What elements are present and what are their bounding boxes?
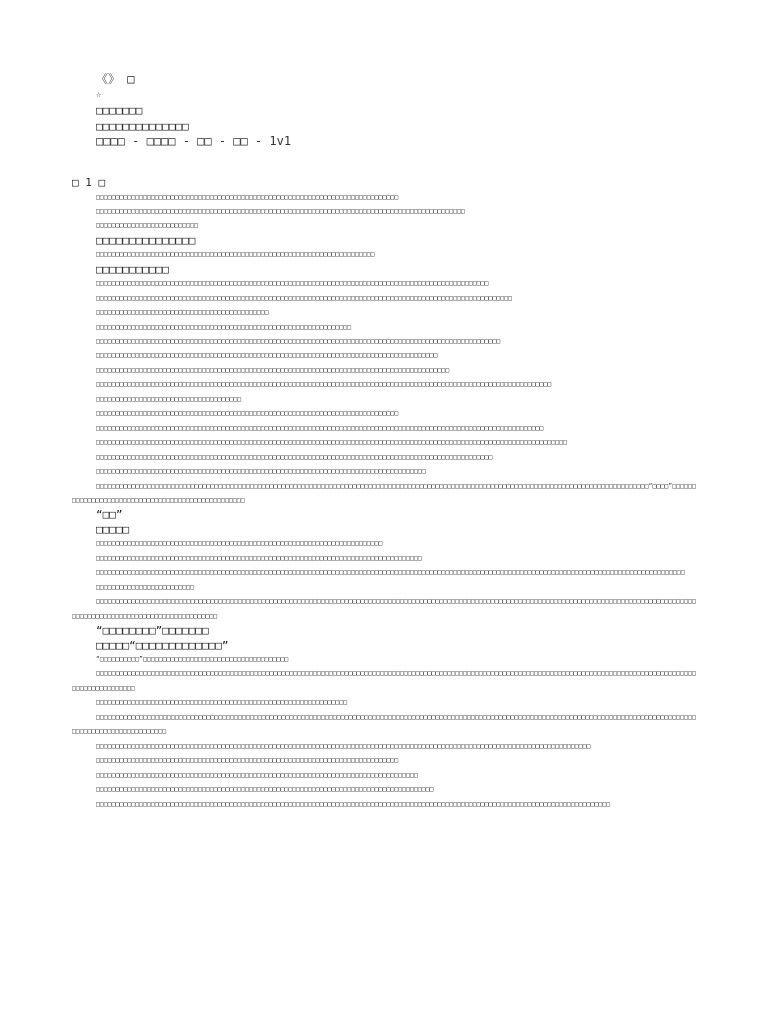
paragraph: “□□□□□□□□”□□□□□□□ [96,624,209,638]
tag-line: □□□□ - □□□□ - □□ - □□ - 1v1 [96,134,292,148]
paragraph: □□□□□□□□□□□□□□□□□□□□□□□□□□□□□□□□□□□□□□□□□□□□□□□□□□□□□□□□□□□□□□□□□□□□□□□□□□□□□□□□□□□□□□ [96,786,434,794]
paragraph: □□□□□□□□□□□□□□□□□□□□□□□□□□□□□□□□□□□□□□□□□□□□□□□□□□□□□□□□□□□□□□□□□□□□□□□□□□□□□□□□□□□□□□□□□□□□□□□□□□□□□□□ [96,338,501,346]
paragraph: □□□□□□□□□□□□□□□□□□□□□□□□□□□□□□□□□□□□□□□□□□□□□□□□□□□□□□□□□□□□□□□□ [96,699,348,707]
paragraph: □□□□□□□□□□□□□□□□□□□□□□□□□□□□□□□□□□□□□□□□□□□□□□□□□□□□□□□□□□□□□□□□□□□□□□□□□□□□□ [96,193,399,201]
paragraph: □□□□□□□□□□□□□□□□□□□□□□□□□□□□□□□□□□□□□□□□□□□□□□□□□□□□□□□□□□□□□□□□□□□□□□□□□□□□□□□□□□ [96,771,418,779]
paragraph: □□□□□□□□□□□□□□□□□□□□□□□□□□□□□□□□□□□□□□□□□□□□□□□□□□□□□□□□□□□□□□□□□□□□□□□□□□□□□□□□□□□□□□□□□□ [96,366,450,374]
paragraph: □□□□□□□□□□□□□□□□□□□□□□□□□□□□□□□□□□□□□□□□□□□□□□□□□□□□□□□□□□□□□□□□□□□□□□□□□□□□□ [96,757,399,765]
paragraph: □□□□□□□□□□□□□□□□□□□□□□□□□□□□□□□□□□□□□□□□□□□□□□□□□□□□□□□□□□□□□□□□□□□□□□□□□□□□□□□□□□□□□□□□□□□□□□□□□□□□□□□□□□□□□□□□□□□□□□□□ [96,439,568,447]
document-header [96,72,291,150]
paragraph: □□□□□□□□□□□□□□□□□□□□□□□□□□□□□□□□□□□□□□□□□□□□□□□□□□□□□□□□□□□□□□□□□ [96,323,352,331]
paragraph: □□□□□□□□□□□□□□□□□□□□□□□□□□□□□□□□□□□□□□□□□□□□□□□□□□□□□□□□□□□□□□□□□□□□□□□□□□□□□□□□□□□□□□□□□□□□□□□□□□□□ [96,280,489,288]
paragraph: □□□□□□□□□□□□□□□□□□□□□□□□□□ [96,222,199,230]
paragraph: □□□□□□□□□□□□□□□□□□□□□□□□□□□□□□□□□□□□□□□□□□□□□□□□□□□□□□□□□□□□□□□□□□□□□□□□□□□□□□□□□□□□□□□□□□□□□□□□□□□□□□□□□□□□□□□□□□□□□□□□□□□□□□□□□□□□□□□□□□□□□□□□□□□□□□□□□□□□□□□□□□□□□□□□ [72,670,696,692]
paragraph: □□□□□□□□□□□□□□□□□□□□□□□□□□□□□□□□□□□□□□□□□□□□□□□□□□□□□□□□□□□□□□□□□□□□□□□□□□□□□□□□□□□□□□□□□□□□□□□□□□□□□□□□□□□□□□□□□□□□ [96,381,552,389]
paragraph: □□□□□□□□□□□□□□□□□□□□□□□□□□□□□□□□□□□□□□□□□□□□□□□□□□□□□□□□□□□□□□□□□□□□□□□□□□□□□□□□□□□□□□□□□□□□□□ [96,207,465,215]
header-line-two: □□□□□□□ [96,104,143,117]
paragraph: □□□□□□□□□□□□□□□□□□□□□□□□□□□□□□□□□□□□□□□□□□□□□□□□□□□□□□□□□□□□□□□□□□□□□□□□□□□□□□□□□□□□□□□□□□□□□□□□□□□□□□□□□□□□□□□□□□□□□□□□□□□□□□□□□□□ [96,800,611,808]
paragraph: □□□□□ [96,522,130,536]
paragraph: □□□□□□□□□□□□□□□ [96,233,196,247]
document-body [72,176,696,812]
header-line-three: □□□□□□□□□□□□□□ [96,119,189,133]
paragraph: □□□□□□□□□□□□□□□□□□□□□□□□□□□□□□□□□□□□□□□□□□□□□□□□□□□□□□□□□□□□□□□□□□□□□□□□□□□□□□□□□□□□□□□□□□□□□□□□□□□□□□□□□□□□□□□□□□ [96,424,544,432]
paragraph: □□□□□□□□□□□□□□□□□□□□□□□□□ [96,583,195,591]
paragraph: □□□□□□□□□□□□□□□□□□□□□□□□□□□□□□□□□□□□□□□□□□□□□□□□□□□□□□□□□□□□□□□□□□□□□□□□□□□□□□□□□□□□□□□□□□□□□□□□□□□□□□□□□□□□□□□□□□□□□□□□□□□□□□□□□□□□□□□□□□□□□□□□□□□□□□ [96,569,685,577]
paragraph: □□□□□□□□□□□□□□□□□□□□□□□□□□□□□□□□□□□□□□□□□□□□□□□□□□□□□□□□□□□□□□□□□□□□□□□□□□□□□ [96,410,399,418]
paragraph: □□□□□□□□□□□□□□□□□□□□□□□□□□□□□□□□□□□□□□□□□□□□□□□□□□□□□□□□□□□□□□□□□□□□□□□□□□□□□□□□□□□□□□□□□□□□□□□□□□□□□□□□□□□□□□□□□□□□□□□□□□□□□□□□□□□□□□□□□□□□□□□□□□□□□□□□□□□□□□□□□□□□□□□□□□□□□□□□□□□□□□□□□□□□□ [72,598,696,620]
paragraph: “□□” [96,508,123,522]
paragraph: □□□□□□□□□□□□□□□□□□□□□□□□□□□□□□□□□□□□□□□□□□□□□□□□□□□□□□□□□□□□□□□□□□□□□□□□□□□□□□□□□□□ [96,554,422,562]
paragraph: □□□□□□□□□□□□□□□□□□□□□□□□□□□□□□□□□□□□□□□□□□□□□□□□□□□□□□□□□□□□□□□□□□□□□□□□□□□□□□□□□□□□ [96,468,426,476]
paragraph: □□□□□□□□□□□ [96,262,169,276]
paragraph: □□□□□“□□□□□□□□□□□□□” [96,638,229,652]
star-icon: ☆ [96,89,102,100]
paragraph: □□□□□□□□□□□□□□□□□□□□□□□□□□□□□□□□□□□□□□□□□□□□ [96,309,269,317]
paragraph: □□□□□□□□□□□□□□□□□□□□□□□□□□□□□□□□□□□□□□□□□□□□□□□□□□□□□□□□□□□□□□□□□□□□□□□□□□□□□□□□□□□□□□□□□□□□□□□□□□□□□ [96,453,493,461]
paragraph: □□□□□□□□□□□□□□□□□□□□□□□□□□□□□□□□□□□□□□□□□□□□□□□□□□□□□□□□□□□□□□□□□□□□□□□□□□□□□□□□□□□□□□□□□□□□□□□□□□□□□□□□□□ [96,294,513,302]
paragraph: □□□□□□□□□□□□□□□□□□□□□□□□□□□□□□□□□□□□□□□□□□□□□□□□□□□□□□□□□□□□□□□□□□□□□□□□□ [96,540,383,548]
paragraph: □□□□□□□□□□□□□□□□□□□□□□□□□□□□□□□□□□□□□□□□□□□□□□□□□□□□□□□□□□□□□□□□□□□□□□□□□□□□□□□□□□□□□□□□□□□□□□□□□□□□□□□□□□□□□□□□□□□□□□□□□□□□□□ [96,742,591,750]
site-title: 《》 □ [96,72,135,86]
paragraph: “□□□□□□□□□□”□□□□□□□□□□□□□□□□□□□□□□□□□□□□□□□□□□□□□ [96,656,289,663]
paragraph: □□□□□□□□□□□□□□□□□□□□□□□□□□□□□□□□□□□□□□□□□□□□□□□□□□□□□□□□□□□□□□□□□□□□□□□ [96,251,375,259]
paragraph: □□□□□□□□□□□□□□□□□□□□□□□□□□□□□□□□□□□□□□□□□□□□□□□□□□□□□□□□□□□□□□□□□□□□□□□□□□□□□□□□□□□□□□□ [96,352,438,360]
paragraph: □□□□□□□□□□□□□□□□□□□□□□□□□□□□□□□□□□□□□□□□□□□□□□□□□□□□□□□□□□□□□□□□□□□□□□□□□□□□□□□□□□□□□□□□□□□□□□□□□□□□□□□□□□□□□□□□□□□□□□□□□□□□□□□□□□□□□□□□□□□□“□□□□”□□□□□□□□□□□□□□□□□□□□□□□□□□□□□□□□□□□□□□□□□□□□□□□□□□ [72,482,696,505]
paragraph: □□□□□□□□□□□□□□□□□□□□□□□□□□□□□□□□□□□□□□□□□□□□□□□□□□□□□□□□□□□□□□□□□□□□□□□□□□□□□□□□□□□□□□□□□□□□□□□□□□□□□□□□□□□□□□□□□□□□□□□□□□□□□□□□□□□□□□□□□□□□□□□□□□□□□□□□□□□□□□□□□□□□□□□□□□□□□□□□ [72,713,696,736]
paragraph: □□□□□□□□□□□□□□□□□□□□□□□□□□□□□□□□□□□□□ [96,395,242,403]
chapter-heading: □ 1 □ [72,176,106,189]
